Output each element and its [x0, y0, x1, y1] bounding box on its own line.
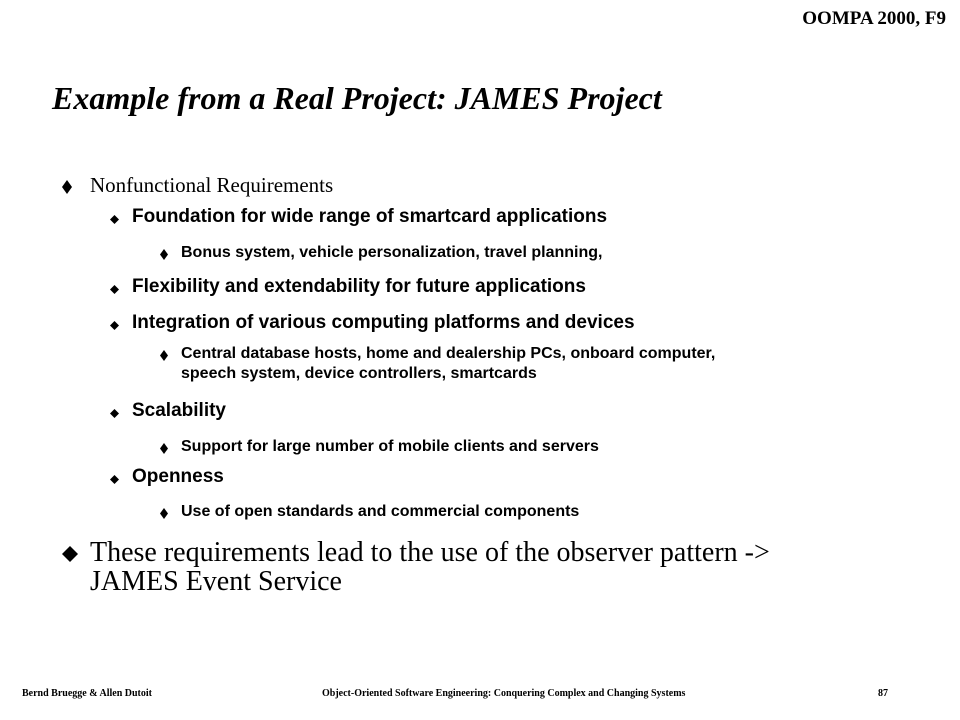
diamond-bullet-icon	[110, 318, 119, 334]
diamond-bullet-icon	[160, 507, 168, 523]
bullet-scalability-detail: Support for large number of mobile clients and servers	[181, 438, 599, 455]
bullet-scalability: Scalability	[132, 400, 226, 421]
diamond-bullet-icon	[110, 406, 119, 422]
bullet-foundation: Foundation for wide range of smartcard applications	[132, 206, 608, 227]
diamond-bullet-icon	[110, 472, 119, 488]
bullet-integration-detail-line2: speech system, device controllers, smartcards	[181, 365, 537, 382]
footer-authors: Bernd Bruegge & Allen Dutoit	[22, 688, 152, 699]
diamond-bullet-icon	[160, 349, 168, 365]
bullet-conclusion-line2: JAMES Event Service	[90, 566, 342, 597]
bullet-openness: Openness	[132, 466, 224, 487]
bullet-conclusion-line1: These requirements lead to the use of the observer pattern ->	[90, 537, 770, 568]
footer-page-number: 87	[878, 688, 888, 699]
bullet-flexibility: Flexibility and extendability for future applications	[132, 276, 586, 297]
bullet-nonfunctional: Nonfunctional Requirements	[90, 173, 334, 197]
footer-book-title: Object-Oriented Software Engineering: Conquering Complex and Changing Systems	[322, 688, 686, 699]
bullet-integration-detail-line1: Central database hosts, home and dealership PCs, onboard computer,	[181, 345, 716, 362]
diamond-bullet-icon	[62, 546, 78, 566]
diamond-bullet-icon	[160, 442, 168, 458]
diamond-bullet-icon	[110, 212, 119, 228]
bullet-openness-detail: Use of open standards and commercial components	[181, 503, 580, 520]
diamond-bullet-icon	[62, 180, 72, 198]
bullet-integration: Integration of various computing platforms and devices	[132, 312, 635, 333]
course-label: OOMPA 2000, F9	[802, 8, 946, 29]
diamond-bullet-icon	[160, 248, 168, 264]
slide-title: Example from a Real Project: JAMES Project	[52, 80, 662, 116]
bullet-foundation-detail: Bonus system, vehicle personalization, travel planning,	[181, 244, 603, 261]
diamond-bullet-icon	[110, 282, 119, 298]
